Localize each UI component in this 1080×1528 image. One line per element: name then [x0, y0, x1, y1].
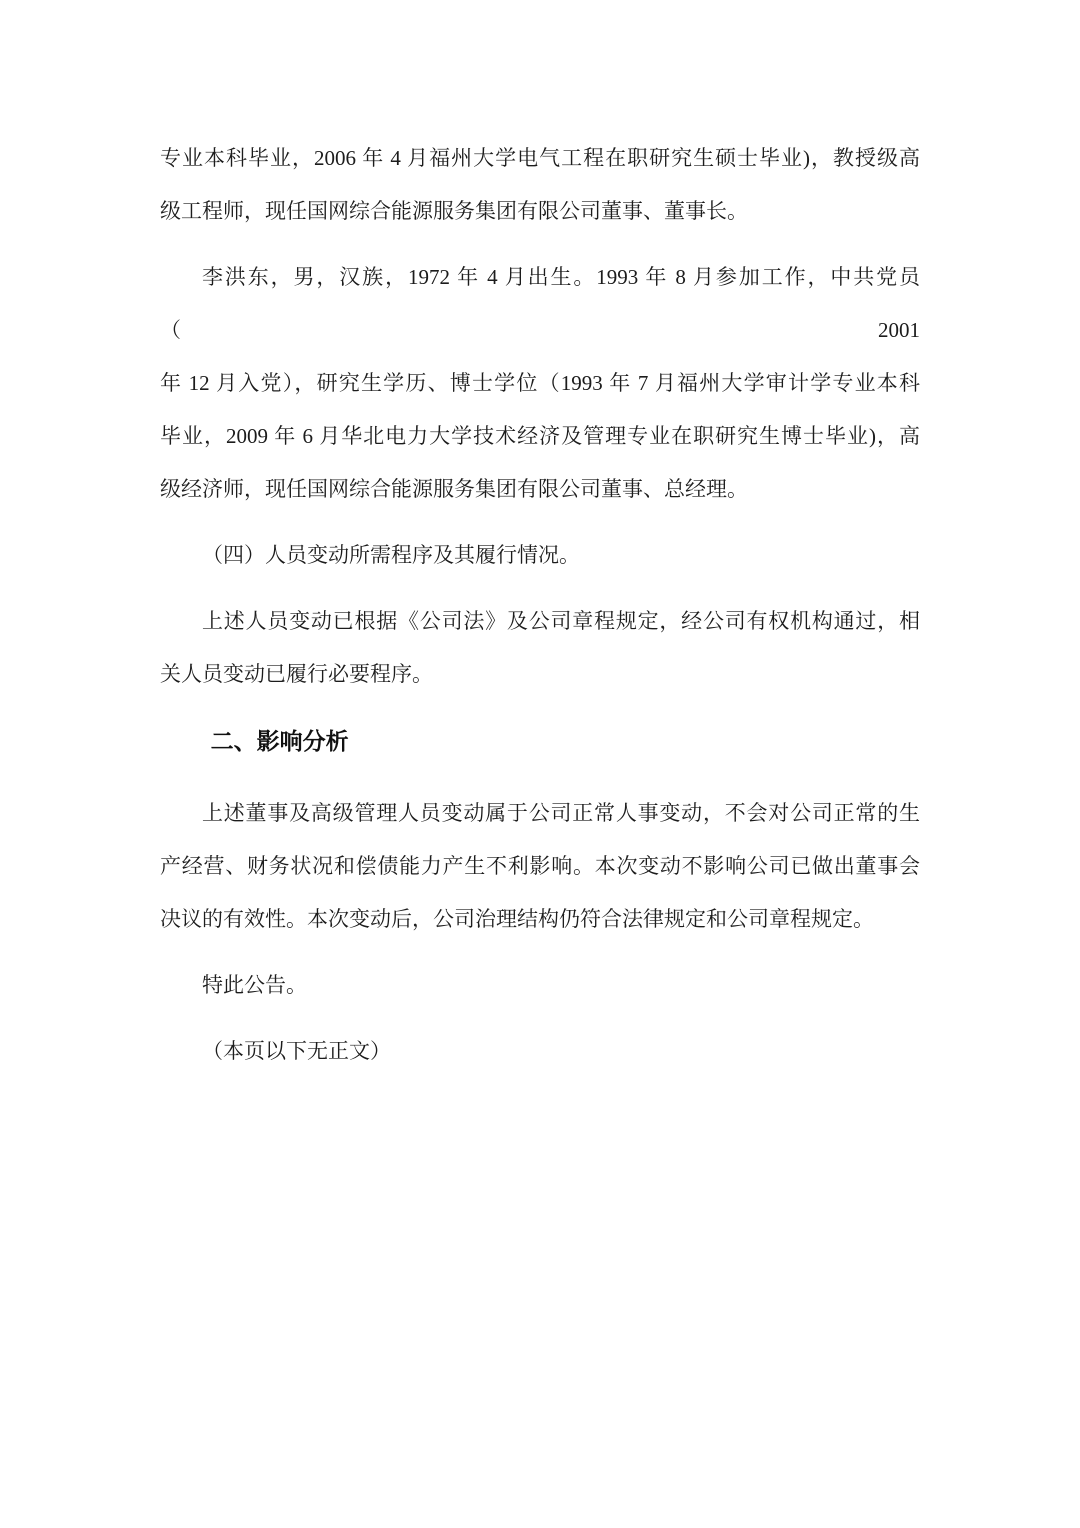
document-page — [160, 132, 920, 1078]
text-line: 上述董事及高级管理人员变动属于公司正常人事变动，不会对公司正常的生 — [202, 801, 920, 825]
text-line: 上述人员变动已根据《公司法》及公司章程规定，经公司有权机构通过，相 — [202, 609, 920, 633]
text-line: 毕业，2009 年 6 月华北电力大学技术经济及管理专业在职研究生博士毕业)，高 — [160, 424, 920, 448]
text-line: 决议的有效性。本次变动后，公司治理结构仍符合法律规定和公司章程规定。 — [160, 907, 874, 931]
end-of-text-notice: （本页以下无正文） — [202, 1039, 391, 1063]
text-line: 级工程师，现任国网综合能源服务集团有限公司董事、董事长。 — [160, 199, 748, 223]
text-line: 李洪东，男，汉族，1972 年 4 月出生。1993 年 8 月参加工作，中共党员（2001 — [160, 265, 920, 342]
subsection-title: （四）人员变动所需程序及其履行情况。 — [202, 543, 580, 567]
text-line: 关人员变动已履行必要程序。 — [160, 662, 433, 686]
text-line: 产经营、财务状况和偿债能力产生不利影响。本次变动不影响公司已做出董事会 — [160, 854, 920, 878]
closing-statement: 特此公告。 — [202, 973, 307, 997]
text-line: 专业本科毕业，2006 年 4 月福州大学电气工程在职研究生硕士毕业)，教授级高 — [160, 146, 920, 170]
text-line: 年 12 月入党），研究生学历、博士学位（1993 年 7 月福州大学审计学专业本科 — [160, 371, 920, 395]
section-heading: 二、影响分析 — [210, 728, 349, 754]
text-line: 级经济师，现任国网综合能源服务集团有限公司董事、总经理。 — [160, 477, 748, 501]
